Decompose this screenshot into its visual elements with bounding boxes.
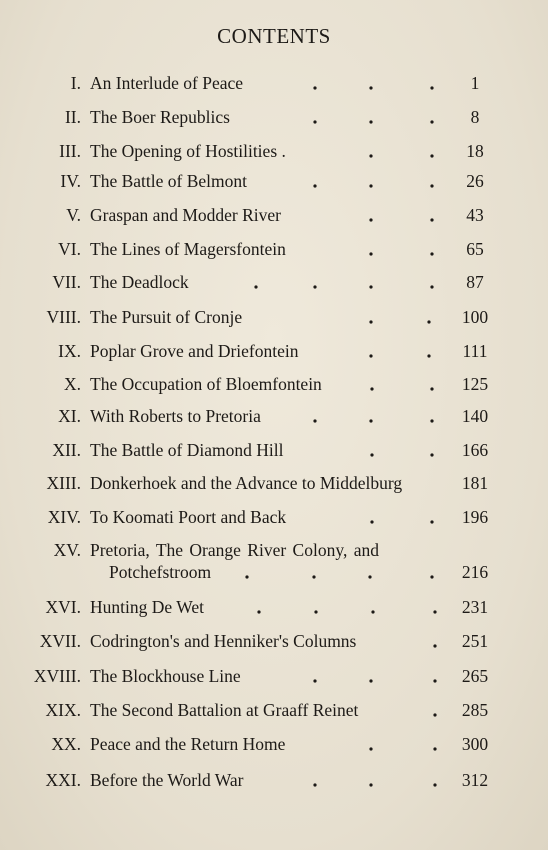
page-number: 1 bbox=[470, 73, 480, 93]
page-number: 312 bbox=[461, 770, 489, 790]
chapter-number: II. bbox=[64, 107, 81, 127]
page-number: 65 bbox=[466, 239, 484, 259]
leader-dot bbox=[430, 86, 433, 89]
chapter-number: XII. bbox=[52, 440, 81, 460]
chapter-title-continued: Potchefstroom bbox=[109, 562, 212, 582]
leader-dot bbox=[369, 320, 372, 323]
leader-dot bbox=[371, 610, 374, 613]
page-number: 140 bbox=[461, 406, 489, 426]
page-number: 125 bbox=[461, 374, 489, 394]
leader-dot bbox=[369, 252, 372, 255]
chapter-number: XX. bbox=[51, 734, 81, 754]
page-number: 18 bbox=[466, 141, 484, 161]
leader-dot bbox=[433, 713, 436, 716]
leader-dot bbox=[430, 520, 433, 523]
leader-dot bbox=[430, 575, 433, 578]
leader-dot bbox=[430, 419, 433, 422]
leader-dot bbox=[313, 285, 316, 288]
chapter-title: To Koomati Poort and Back bbox=[90, 507, 287, 527]
chapter-number: XIII. bbox=[46, 473, 81, 493]
leader-dot bbox=[313, 679, 316, 682]
page-number: 251 bbox=[461, 631, 489, 651]
chapter-number: VIII. bbox=[46, 307, 81, 327]
leader-dot bbox=[433, 644, 436, 647]
leader-dot bbox=[433, 679, 436, 682]
chapter-title: The Deadlock bbox=[90, 272, 189, 292]
chapter-title: The Opening of Hostilities . bbox=[90, 141, 286, 161]
page-number: 181 bbox=[461, 473, 489, 493]
chapter-title: Before the World War bbox=[90, 770, 244, 790]
leader-dot bbox=[427, 354, 430, 357]
leader-dot bbox=[369, 154, 372, 157]
leader-dot bbox=[369, 120, 372, 123]
leader-dot bbox=[313, 120, 316, 123]
leader-dot bbox=[370, 520, 373, 523]
leader-dot bbox=[433, 747, 436, 750]
page-number: 87 bbox=[466, 272, 484, 292]
chapter-title: The Blockhouse Line bbox=[90, 666, 241, 686]
chapter-title: The Pursuit of Cronje bbox=[90, 307, 243, 327]
page-title: CONTENTS bbox=[217, 24, 331, 48]
leader-dot bbox=[313, 86, 316, 89]
page-number: 26 bbox=[466, 171, 484, 191]
leader-dot bbox=[430, 285, 433, 288]
chapter-number: XV. bbox=[53, 540, 81, 560]
chapter-title: Poplar Grove and Driefontein bbox=[90, 341, 299, 361]
leader-dot bbox=[427, 320, 430, 323]
leader-dot bbox=[369, 184, 372, 187]
chapter-title: Graspan and Modder River bbox=[90, 205, 281, 225]
leader-dot bbox=[369, 86, 372, 89]
leader-dot bbox=[430, 252, 433, 255]
chapter-title: The Battle of Belmont bbox=[90, 171, 247, 191]
leader-dot bbox=[245, 575, 248, 578]
chapter-title: Peace and the Return Home bbox=[90, 734, 286, 754]
chapter-number: IV. bbox=[60, 171, 81, 191]
page-number: 100 bbox=[461, 307, 489, 327]
leader-dot bbox=[254, 285, 257, 288]
page-number: 285 bbox=[461, 700, 489, 720]
chapter-title: Hunting De Wet bbox=[90, 597, 204, 617]
chapter-title: Donkerhoek and the Advance to Middelburg bbox=[90, 473, 403, 493]
chapter-title: The Boer Republics bbox=[90, 107, 230, 127]
chapter-title: The Occupation of Bloemfontein bbox=[90, 374, 322, 394]
chapter-title: With Roberts to Pretoria bbox=[90, 406, 261, 426]
leader-dot bbox=[369, 747, 372, 750]
leader-dot bbox=[430, 387, 433, 390]
chapter-number: VII. bbox=[52, 272, 81, 292]
leader-dot bbox=[257, 610, 260, 613]
leader-dot bbox=[368, 575, 371, 578]
chapter-number: XVI. bbox=[45, 597, 81, 617]
leader-dot bbox=[369, 419, 372, 422]
chapter-number: XXI. bbox=[45, 770, 81, 790]
chapter-number: V. bbox=[66, 205, 81, 225]
chapter-number: XVIII. bbox=[33, 666, 81, 686]
page-number: 300 bbox=[461, 734, 489, 754]
leader-dot bbox=[370, 453, 373, 456]
leader-dot bbox=[369, 679, 372, 682]
leader-dot bbox=[433, 783, 436, 786]
leader-dot bbox=[314, 610, 317, 613]
chapter-number: XIX. bbox=[45, 700, 81, 720]
page-number: 43 bbox=[466, 205, 484, 225]
chapter-number: VI. bbox=[58, 239, 81, 259]
page-number: 111 bbox=[462, 341, 488, 361]
chapter-title: Codrington's and Henniker's Columns bbox=[90, 631, 357, 651]
leader-dot bbox=[369, 783, 372, 786]
page-number: 265 bbox=[461, 666, 489, 686]
page-number: 216 bbox=[461, 562, 489, 582]
chapter-title: Pretoria, The Orange River Colony, and bbox=[90, 540, 379, 560]
leader-dot bbox=[430, 218, 433, 221]
leader-dot bbox=[313, 783, 316, 786]
chapter-title: The Second Battalion at Graaff Reinet bbox=[90, 700, 359, 720]
leader-dot bbox=[430, 453, 433, 456]
chapter-number: X. bbox=[63, 374, 81, 394]
chapter-title: An Interlude of Peace bbox=[90, 73, 244, 93]
page-number: 231 bbox=[461, 597, 489, 617]
leader-dot bbox=[369, 354, 372, 357]
leader-dot bbox=[430, 154, 433, 157]
page-number: 196 bbox=[461, 507, 489, 527]
chapter-number: XVII. bbox=[39, 631, 81, 651]
chapter-number: III. bbox=[59, 141, 81, 161]
leader-dot bbox=[370, 387, 373, 390]
leader-dot bbox=[369, 285, 372, 288]
leader-dot bbox=[369, 218, 372, 221]
chapter-number: XI. bbox=[58, 406, 81, 426]
chapter-number: I. bbox=[70, 73, 81, 93]
leader-dot bbox=[312, 575, 315, 578]
page-number: 8 bbox=[470, 107, 480, 127]
leader-dot bbox=[430, 120, 433, 123]
page-number: 166 bbox=[461, 440, 489, 460]
leader-dot bbox=[313, 419, 316, 422]
chapter-title: The Battle of Diamond Hill bbox=[90, 440, 284, 460]
chapter-title: The Lines of Magersfontein bbox=[90, 239, 286, 259]
chapter-number: XIV. bbox=[47, 507, 81, 527]
chapter-number: IX. bbox=[58, 341, 81, 361]
leader-dot bbox=[430, 184, 433, 187]
leader-dot bbox=[433, 610, 436, 613]
leader-dot bbox=[313, 184, 316, 187]
